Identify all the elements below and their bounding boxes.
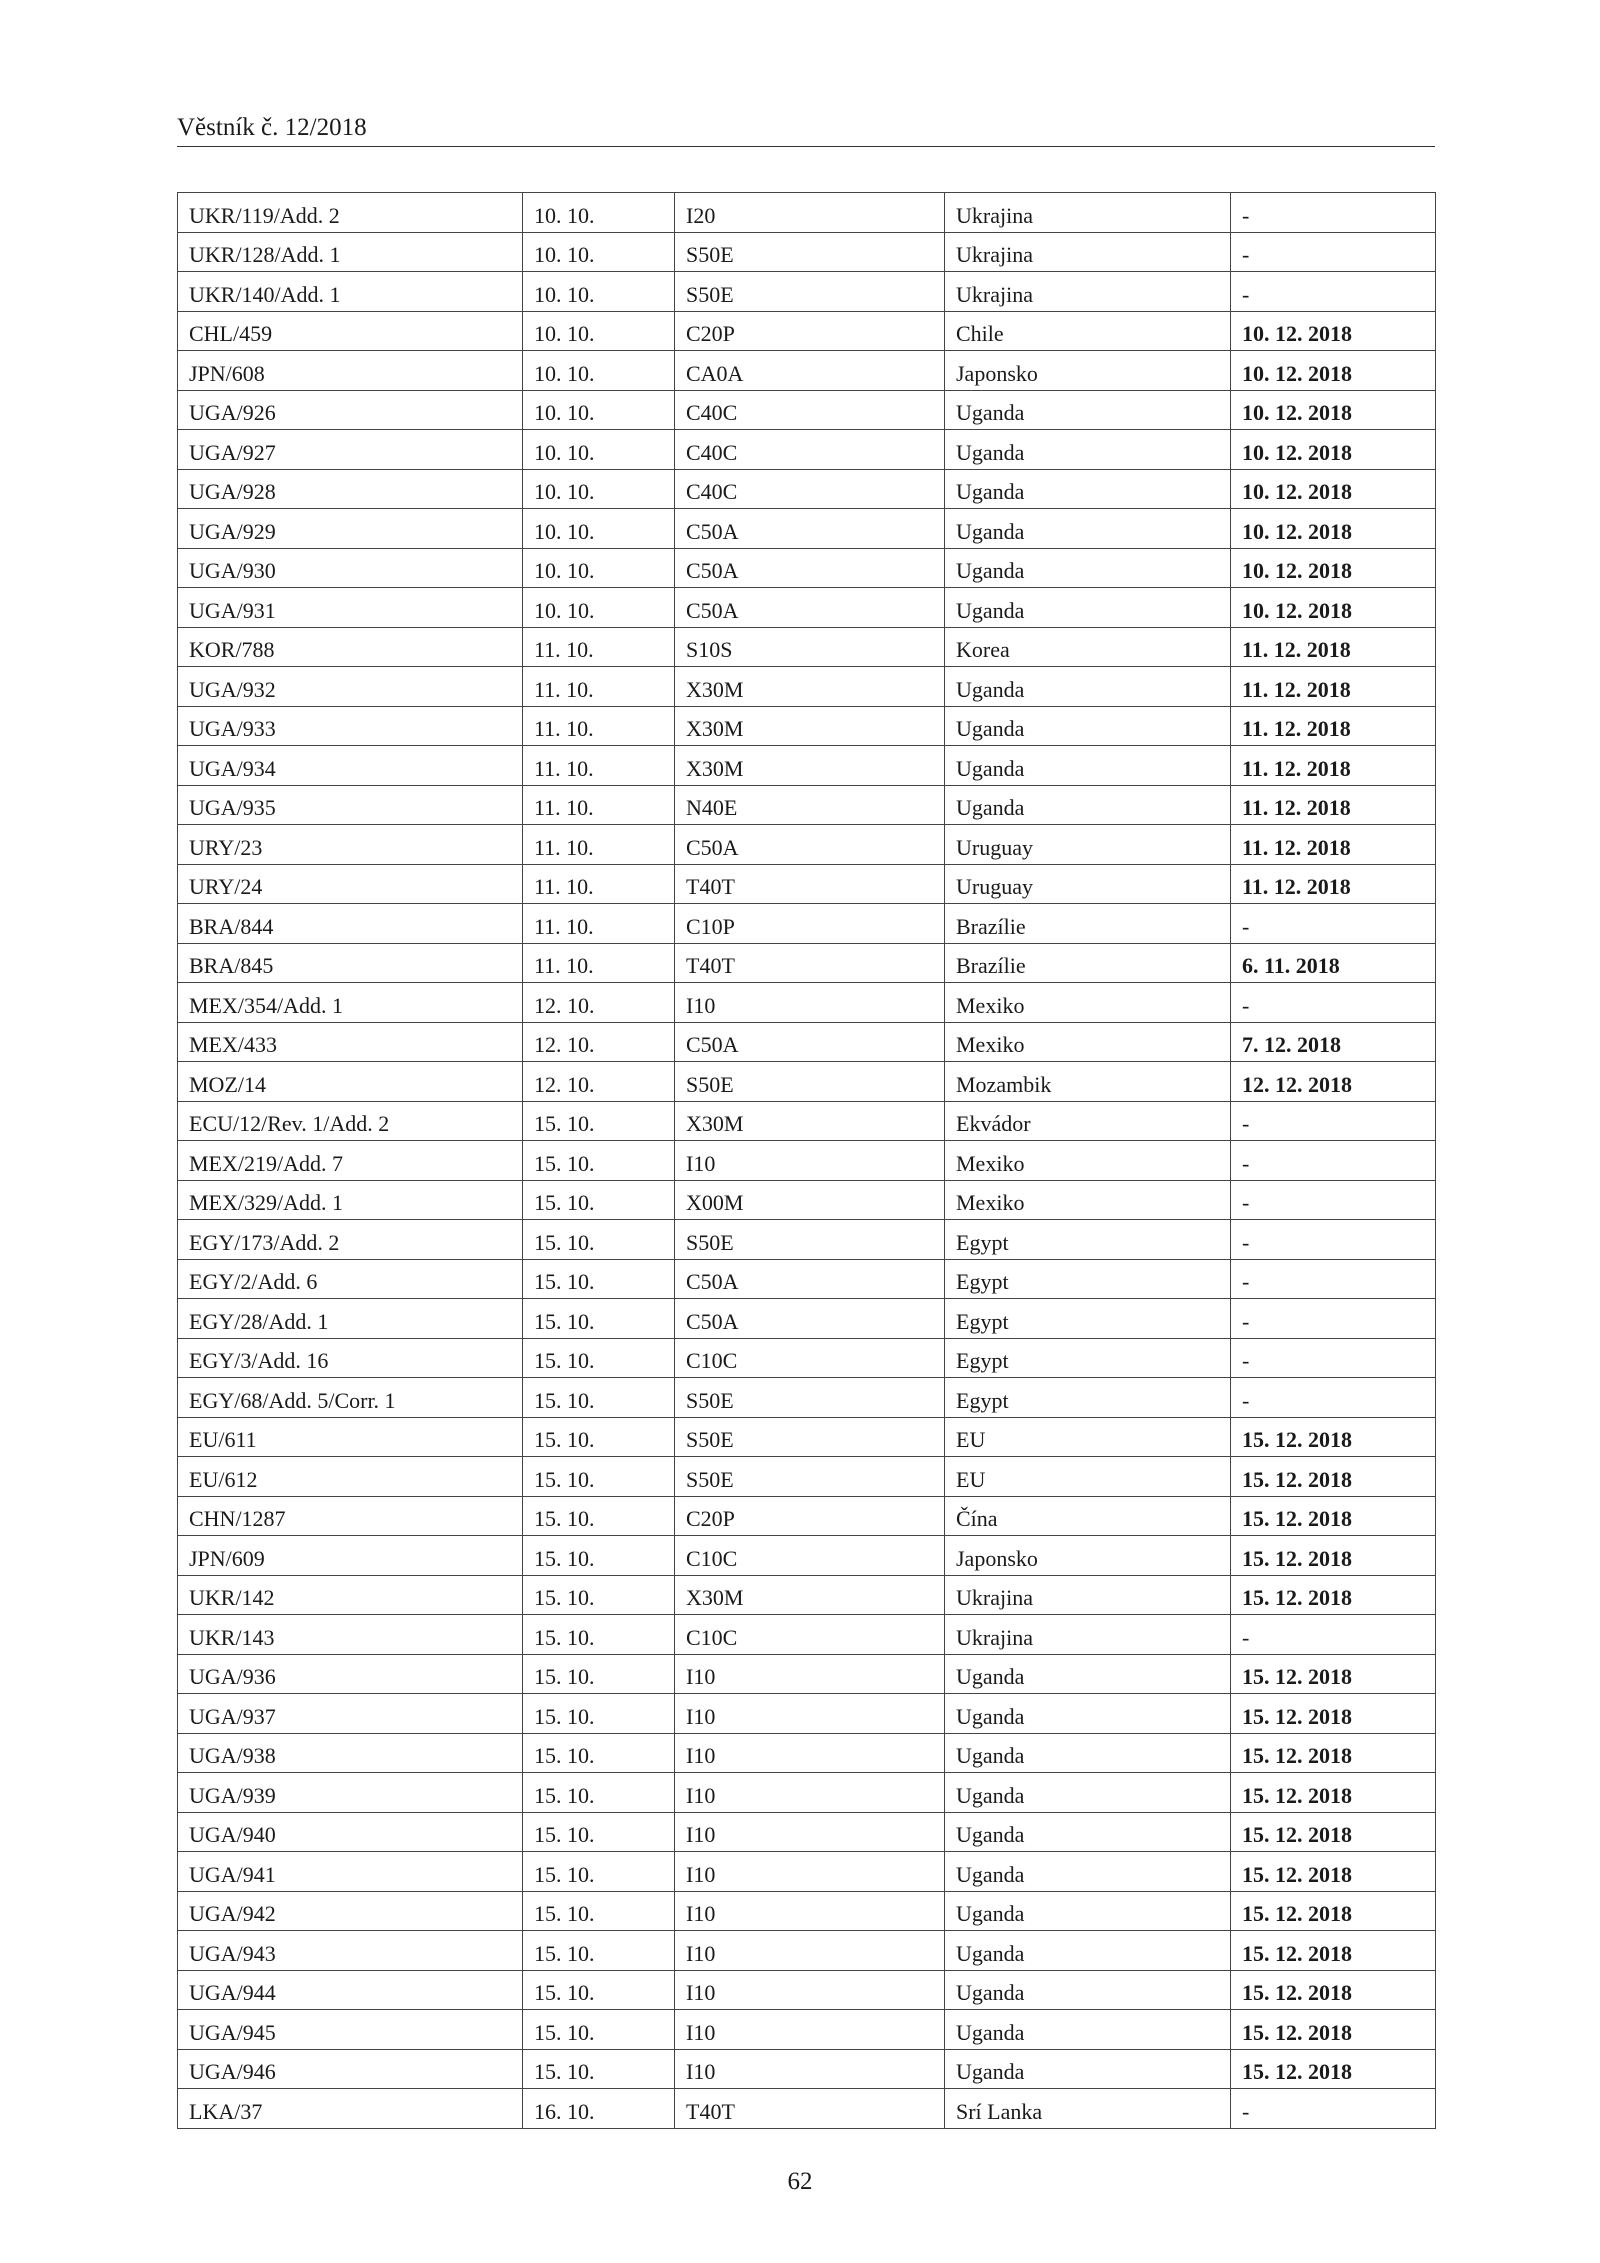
cell-notification-id: UGA/942 [178,1891,523,1931]
table-row [178,469,1436,509]
table-row [178,904,1436,944]
cell-code: I10 [675,1970,945,2010]
cell-code: CA0A [675,351,945,391]
table-row [178,864,1436,904]
cell-notification-id: JPN/608 [178,351,523,391]
cell-date: 15. 10. [523,1931,675,1971]
cell-notification-id: URY/24 [178,864,523,904]
cell-notification-id: UGA/927 [178,430,523,470]
table-row [178,1180,1436,1220]
cell-deadline: - [1231,1180,1436,1220]
table-row [178,706,1436,746]
cell-code: C50A [675,548,945,588]
cell-notification-id: UGA/941 [178,1852,523,1892]
cell-notification-id: EGY/2/Add. 6 [178,1259,523,1299]
cell-deadline: 6. 11. 2018 [1231,943,1436,983]
cell-date: 15. 10. [523,1733,675,1773]
cell-code: C40C [675,469,945,509]
cell-code: I10 [675,2010,945,2050]
cell-deadline: 15. 12. 2018 [1231,1773,1436,1813]
table-row [178,1694,1436,1734]
cell-date: 15. 10. [523,1180,675,1220]
table-row [178,2049,1436,2089]
cell-date: 15. 10. [523,1101,675,1141]
cell-deadline: - [1231,1299,1436,1339]
cell-date: 15. 10. [523,1457,675,1497]
cell-deadline: 11. 12. 2018 [1231,825,1436,865]
cell-code: T40T [675,943,945,983]
cell-country: Uganda [945,1773,1231,1813]
cell-country: Uganda [945,1812,1231,1852]
cell-code: I10 [675,983,945,1023]
table-row [178,1417,1436,1457]
cell-code: C50A [675,1259,945,1299]
table-row [178,430,1436,470]
cell-country: Uganda [945,746,1231,786]
cell-code: I10 [675,1694,945,1734]
cell-deadline: 15. 12. 2018 [1231,1575,1436,1615]
cell-deadline: - [1231,193,1436,233]
cell-notification-id: EGY/173/Add. 2 [178,1220,523,1260]
table-row [178,1259,1436,1299]
cell-code: C50A [675,825,945,865]
cell-date: 15. 10. [523,1220,675,1260]
cell-country: Japonsko [945,351,1231,391]
cell-code: I10 [675,2049,945,2089]
cell-notification-id: EU/612 [178,1457,523,1497]
table-row [178,1654,1436,1694]
cell-date: 10. 10. [523,311,675,351]
cell-country: Ekvádor [945,1101,1231,1141]
cell-date: 15. 10. [523,2049,675,2089]
table-row [178,2010,1436,2050]
cell-notification-id: UKR/119/Add. 2 [178,193,523,233]
cell-date: 15. 10. [523,1615,675,1655]
cell-date: 10. 10. [523,193,675,233]
table-row [178,1062,1436,1102]
cell-date: 10. 10. [523,588,675,628]
cell-code: S50E [675,1220,945,1260]
table-row [178,825,1436,865]
cell-date: 12. 10. [523,1062,675,1102]
cell-code: I10 [675,1891,945,1931]
table-row [178,1891,1436,1931]
cell-code: C50A [675,1299,945,1339]
cell-country: Uganda [945,1852,1231,1892]
cell-date: 15. 10. [523,1694,675,1734]
cell-code: S10S [675,627,945,667]
cell-country: Mexiko [945,1180,1231,1220]
cell-country: Uganda [945,1694,1231,1734]
cell-country: Egypt [945,1378,1231,1418]
cell-date: 10. 10. [523,351,675,391]
cell-notification-id: UGA/935 [178,785,523,825]
cell-deadline: 11. 12. 2018 [1231,864,1436,904]
cell-code: I10 [675,1852,945,1892]
cell-date: 15. 10. [523,1141,675,1181]
cell-country: Srí Lanka [945,2089,1231,2129]
cell-country: Uganda [945,2010,1231,2050]
cell-country: Uganda [945,548,1231,588]
cell-date: 10. 10. [523,548,675,588]
table-row [178,1615,1436,1655]
cell-date: 12. 10. [523,983,675,1023]
cell-code: I10 [675,1654,945,1694]
cell-code: S50E [675,272,945,312]
cell-notification-id: BRA/845 [178,943,523,983]
table-row [178,1575,1436,1615]
cell-date: 15. 10. [523,1852,675,1892]
cell-country: Uganda [945,706,1231,746]
cell-notification-id: UGA/937 [178,1694,523,1734]
table-row [178,232,1436,272]
cell-code: I10 [675,1141,945,1181]
cell-date: 11. 10. [523,943,675,983]
table-row [178,548,1436,588]
table-row [178,785,1436,825]
table-row [178,1773,1436,1813]
cell-code: C20P [675,1496,945,1536]
cell-date: 15. 10. [523,1773,675,1813]
cell-country: Uruguay [945,864,1231,904]
cell-date: 11. 10. [523,706,675,746]
table-row [178,1852,1436,1892]
cell-notification-id: MEX/433 [178,1022,523,1062]
cell-notification-id: CHL/459 [178,311,523,351]
cell-notification-id: MEX/219/Add. 7 [178,1141,523,1181]
cell-notification-id: CHN/1287 [178,1496,523,1536]
cell-notification-id: UGA/938 [178,1733,523,1773]
cell-deadline: - [1231,1338,1436,1378]
cell-country: Uganda [945,1654,1231,1694]
cell-country: EU [945,1457,1231,1497]
cell-code: I10 [675,1773,945,1813]
cell-code: X00M [675,1180,945,1220]
cell-country: Egypt [945,1259,1231,1299]
cell-country: Egypt [945,1338,1231,1378]
cell-notification-id: JPN/609 [178,1536,523,1576]
cell-deadline: 15. 12. 2018 [1231,1970,1436,2010]
cell-code: C50A [675,588,945,628]
cell-date: 10. 10. [523,232,675,272]
cell-notification-id: UKR/140/Add. 1 [178,272,523,312]
cell-date: 11. 10. [523,746,675,786]
cell-notification-id: UGA/928 [178,469,523,509]
cell-deadline: 15. 12. 2018 [1231,1457,1436,1497]
table-row [178,1141,1436,1181]
cell-country: Uganda [945,1733,1231,1773]
cell-date: 10. 10. [523,430,675,470]
cell-country: Ukrajina [945,1615,1231,1655]
cell-notification-id: KOR/788 [178,627,523,667]
cell-deadline: 15. 12. 2018 [1231,1417,1436,1457]
cell-notification-id: UGA/940 [178,1812,523,1852]
cell-country: Uganda [945,1970,1231,2010]
table-row [178,943,1436,983]
cell-deadline: 15. 12. 2018 [1231,1931,1436,1971]
cell-country: Ukrajina [945,1575,1231,1615]
cell-country: Chile [945,311,1231,351]
table-row [178,1338,1436,1378]
cell-notification-id: EGY/3/Add. 16 [178,1338,523,1378]
table-row [178,1378,1436,1418]
cell-code: I10 [675,1931,945,1971]
cell-country: Ukrajina [945,272,1231,312]
cell-country: Uganda [945,588,1231,628]
cell-deadline: - [1231,904,1436,944]
cell-notification-id: UGA/936 [178,1654,523,1694]
cell-code: C20P [675,311,945,351]
cell-country: Brazílie [945,904,1231,944]
cell-country: EU [945,1417,1231,1457]
cell-deadline: 11. 12. 2018 [1231,627,1436,667]
cell-code: S50E [675,1378,945,1418]
cell-date: 10. 10. [523,509,675,549]
cell-deadline: 10. 12. 2018 [1231,351,1436,391]
cell-deadline: 10. 12. 2018 [1231,390,1436,430]
cell-notification-id: UGA/932 [178,667,523,707]
cell-deadline: 15. 12. 2018 [1231,1536,1436,1576]
cell-country: Uganda [945,1931,1231,1971]
table-body [178,193,1436,2129]
cell-notification-id: BRA/844 [178,904,523,944]
cell-date: 15. 10. [523,1812,675,1852]
cell-country: Egypt [945,1220,1231,1260]
cell-date: 15. 10. [523,1496,675,1536]
cell-code: C40C [675,430,945,470]
cell-country: Uganda [945,667,1231,707]
table-row [178,1496,1436,1536]
cell-country: Mexiko [945,1022,1231,1062]
cell-date: 15. 10. [523,1417,675,1457]
cell-country: Ukrajina [945,193,1231,233]
cell-notification-id: UGA/946 [178,2049,523,2089]
cell-deadline: 10. 12. 2018 [1231,509,1436,549]
cell-notification-id: UGA/930 [178,548,523,588]
cell-notification-id: UGA/929 [178,509,523,549]
cell-country: Korea [945,627,1231,667]
table-row [178,311,1436,351]
cell-deadline: - [1231,1101,1436,1141]
cell-country: Brazílie [945,943,1231,983]
cell-deadline: 15. 12. 2018 [1231,1496,1436,1536]
cell-notification-id: UGA/939 [178,1773,523,1813]
cell-notification-id: EGY/68/Add. 5/Corr. 1 [178,1378,523,1418]
cell-code: S50E [675,232,945,272]
cell-deadline: 7. 12. 2018 [1231,1022,1436,1062]
cell-deadline: - [1231,983,1436,1023]
cell-code: C50A [675,509,945,549]
cell-code: C10C [675,1615,945,1655]
cell-country: Mozambik [945,1062,1231,1102]
cell-deadline: - [1231,1615,1436,1655]
cell-code: T40T [675,2089,945,2129]
cell-date: 15. 10. [523,1259,675,1299]
cell-deadline: 12. 12. 2018 [1231,1062,1436,1102]
cell-notification-id: UKR/142 [178,1575,523,1615]
cell-date: 15. 10. [523,1536,675,1576]
cell-country: Japonsko [945,1536,1231,1576]
cell-deadline: 15. 12. 2018 [1231,2010,1436,2050]
table-row [178,2089,1436,2129]
table-row [178,1970,1436,2010]
table-row [178,390,1436,430]
cell-code: C10C [675,1536,945,1576]
header-divider [177,146,1435,147]
cell-notification-id: LKA/37 [178,2089,523,2129]
cell-country: Čína [945,1496,1231,1536]
page-header-title: Věstník č. 12/2018 [177,114,367,141]
cell-date: 15. 10. [523,1970,675,2010]
cell-notification-id: UKR/128/Add. 1 [178,232,523,272]
cell-deadline: 11. 12. 2018 [1231,785,1436,825]
cell-date: 10. 10. [523,469,675,509]
cell-notification-id: MEX/329/Add. 1 [178,1180,523,1220]
cell-deadline: 15. 12. 2018 [1231,1733,1436,1773]
table-row [178,1812,1436,1852]
cell-notification-id: EGY/28/Add. 1 [178,1299,523,1339]
table-row [178,351,1436,391]
cell-date: 15. 10. [523,1378,675,1418]
table-row [178,588,1436,628]
cell-notification-id: UGA/926 [178,390,523,430]
cell-deadline: - [1231,1220,1436,1260]
cell-deadline: 15. 12. 2018 [1231,1852,1436,1892]
cell-code: T40T [675,864,945,904]
cell-notification-id: UGA/933 [178,706,523,746]
cell-country: Uganda [945,1891,1231,1931]
cell-deadline: 15. 12. 2018 [1231,1812,1436,1852]
cell-country: Uganda [945,430,1231,470]
cell-code: S50E [675,1062,945,1102]
cell-deadline: 10. 12. 2018 [1231,588,1436,628]
cell-date: 12. 10. [523,1022,675,1062]
cell-deadline: - [1231,272,1436,312]
table-row [178,1220,1436,1260]
page-number: 62 [787,2168,813,2195]
cell-code: C40C [675,390,945,430]
table-row [178,1022,1436,1062]
cell-deadline: 10. 12. 2018 [1231,548,1436,588]
cell-date: 15. 10. [523,1299,675,1339]
table-row [178,746,1436,786]
cell-country: Uruguay [945,825,1231,865]
cell-date: 15. 10. [523,2010,675,2050]
cell-date: 15. 10. [523,1654,675,1694]
cell-deadline: 11. 12. 2018 [1231,667,1436,707]
cell-notification-id: UGA/944 [178,1970,523,2010]
table-row [178,509,1436,549]
cell-date: 11. 10. [523,667,675,707]
table-row [178,193,1436,233]
cell-date: 11. 10. [523,864,675,904]
cell-date: 10. 10. [523,390,675,430]
cell-code: C10P [675,904,945,944]
cell-date: 15. 10. [523,1575,675,1615]
cell-deadline: 10. 12. 2018 [1231,430,1436,470]
table-row [178,1536,1436,1576]
cell-notification-id: UKR/143 [178,1615,523,1655]
cell-deadline: - [1231,1141,1436,1181]
cell-country: Uganda [945,509,1231,549]
cell-deadline: 15. 12. 2018 [1231,2049,1436,2089]
cell-deadline: - [1231,1259,1436,1299]
cell-notification-id: UGA/943 [178,1931,523,1971]
cell-deadline: - [1231,1378,1436,1418]
cell-date: 15. 10. [523,1891,675,1931]
cell-country: Egypt [945,1299,1231,1339]
cell-code: I20 [675,193,945,233]
cell-date: 15. 10. [523,1338,675,1378]
table-row [178,1299,1436,1339]
cell-code: X30M [675,706,945,746]
cell-notification-id: UGA/945 [178,2010,523,2050]
cell-deadline: 15. 12. 2018 [1231,1891,1436,1931]
cell-deadline: 11. 12. 2018 [1231,706,1436,746]
cell-code: X30M [675,746,945,786]
cell-notification-id: MEX/354/Add. 1 [178,983,523,1023]
cell-country: Uganda [945,390,1231,430]
cell-country: Mexiko [945,983,1231,1023]
cell-date: 11. 10. [523,785,675,825]
cell-date: 11. 10. [523,904,675,944]
cell-deadline: 10. 12. 2018 [1231,469,1436,509]
cell-date: 11. 10. [523,825,675,865]
table-row [178,1101,1436,1141]
cell-notification-id: UGA/931 [178,588,523,628]
cell-code: S50E [675,1457,945,1497]
cell-deadline: 15. 12. 2018 [1231,1694,1436,1734]
table-row [178,983,1436,1023]
cell-deadline: - [1231,232,1436,272]
cell-deadline: 15. 12. 2018 [1231,1654,1436,1694]
cell-date: 10. 10. [523,272,675,312]
cell-code: C10C [675,1338,945,1378]
cell-date: 11. 10. [523,627,675,667]
cell-country: Uganda [945,469,1231,509]
table-row [178,627,1436,667]
table-row [178,667,1436,707]
table-row [178,1733,1436,1773]
cell-country: Mexiko [945,1141,1231,1181]
cell-notification-id: ECU/12/Rev. 1/Add. 2 [178,1101,523,1141]
table-row [178,1457,1436,1497]
cell-code: X30M [675,667,945,707]
cell-code: C50A [675,1022,945,1062]
cell-code: N40E [675,785,945,825]
cell-notification-id: MOZ/14 [178,1062,523,1102]
cell-deadline: 11. 12. 2018 [1231,746,1436,786]
cell-code: I10 [675,1733,945,1773]
cell-deadline: - [1231,2089,1436,2129]
cell-code: X30M [675,1101,945,1141]
cell-country: Ukrajina [945,232,1231,272]
cell-deadline: 10. 12. 2018 [1231,311,1436,351]
cell-notification-id: EU/611 [178,1417,523,1457]
cell-code: X30M [675,1575,945,1615]
cell-code: I10 [675,1812,945,1852]
cell-country: Uganda [945,2049,1231,2089]
cell-country: Uganda [945,785,1231,825]
cell-notification-id: URY/23 [178,825,523,865]
notifications-table [177,192,1436,2129]
table-row [178,1931,1436,1971]
cell-code: S50E [675,1417,945,1457]
cell-notification-id: UGA/934 [178,746,523,786]
cell-date: 16. 10. [523,2089,675,2129]
table-row [178,272,1436,312]
